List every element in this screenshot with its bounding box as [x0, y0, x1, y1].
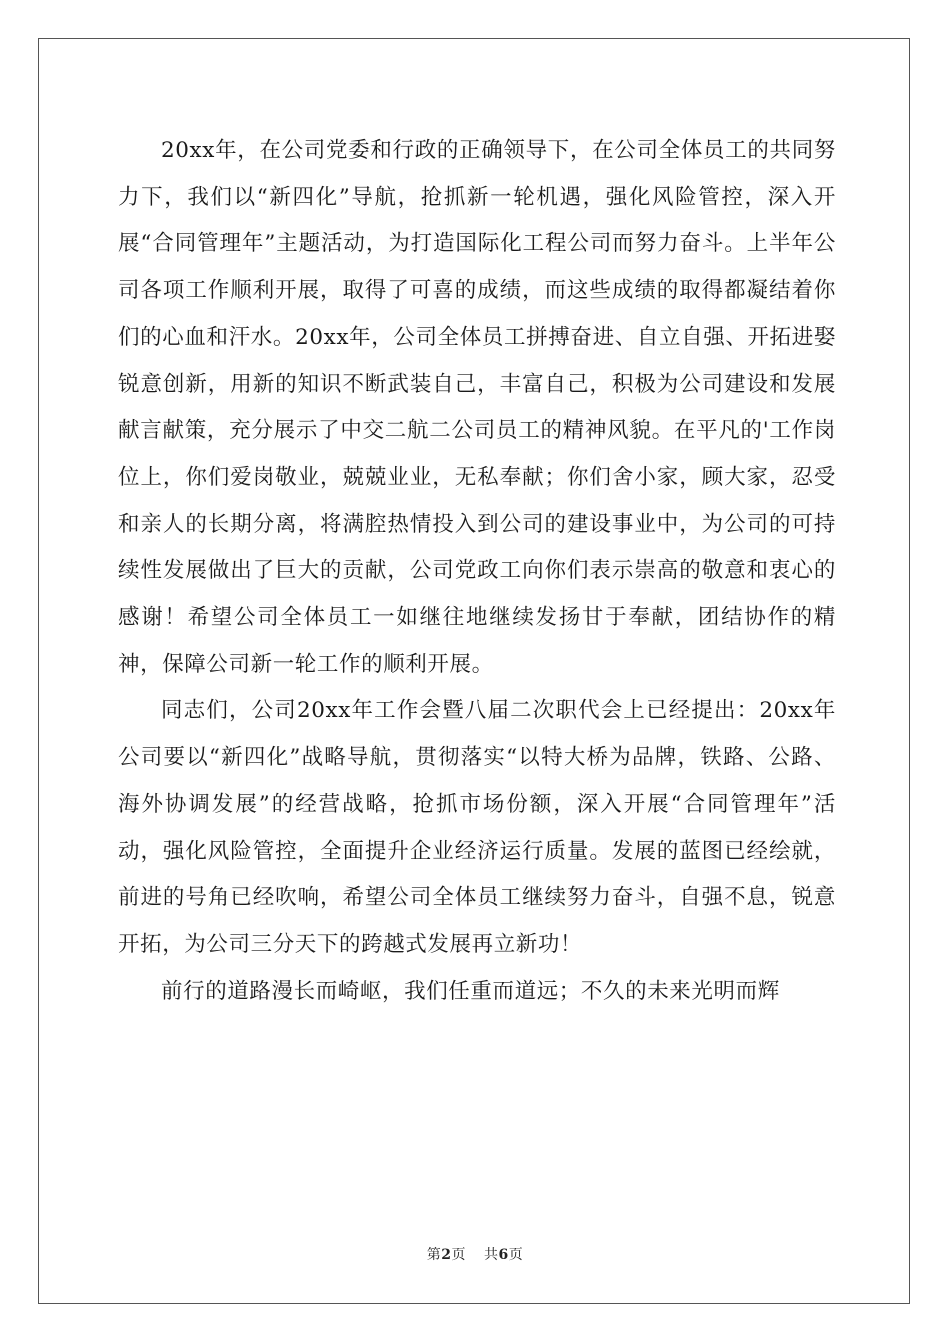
document-body — [118, 128, 836, 1015]
paragraph-2: 同志们，公司20xx年工作会暨八届二次职代会上已经提出：20xx年公司要以“新四化”战略导航，贯彻落实“以特大桥为品牌，铁路、公路、海外协调发展”的经营战略，抢抓市场份额，深入开展“合同管理年”活动，强化风险管控，全面提升企业经济运行质量。发展的蓝图已经绘就，前进的号角已经吹响，希望公司全体员工继续努力奋斗，自强不息，锐意开拓，为公司三分天下的跨越式发展再立新功！ — [118, 698, 836, 957]
paragraph-3: 前行的道路漫长而崎岖，我们任重而道远；不久的未来光明而辉 — [161, 978, 780, 1004]
total-prefix: 共 — [484, 1247, 499, 1263]
page-footer — [0, 1244, 950, 1264]
paragraph-1: 20xx年，在公司党委和行政的正确领导下，在公司全体员工的共同努力下，我们以“新四化”导航，抢抓新一轮机遇，强化风险管控，深入开展“合同管理年”主题活动，为打造国际化工程公司而努力奋斗。上半年公司各项工作顺利开展，取得了可喜的成绩，而这些成绩的取得都凝结着你们的心血和汗水。20xx年，公司全体员工拼搏奋进、自立自强、开拓进娶锐意创新，用新的知识不断武装自己，丰富自己，积极为公司建设和发展献言献策，充分展示了中交二航二公司员工的精神风貌。在平凡的'工作岗位上，你们爱岗敬业，兢兢业业，无私奉献；你们舍小家，顾大家，忍受和亲人的长期分离，将满腔热情投入到公司的建设事业中，为公司的可持续性发展做出了巨大的贡献，公司党政工向你们表示崇高的敬意和衷心的感谢！希望公司全体员工一如继往地继续发扬甘于奉献，团结协作的精神，保障公司新一轮工作的顺利开展。 — [118, 138, 836, 677]
page-prefix: 第 — [426, 1247, 442, 1263]
page-unit: 页 — [451, 1247, 466, 1263]
current-page-number: 2 — [441, 1247, 452, 1263]
total-unit: 页 — [508, 1247, 524, 1263]
total-page-count: 6 — [498, 1247, 509, 1263]
